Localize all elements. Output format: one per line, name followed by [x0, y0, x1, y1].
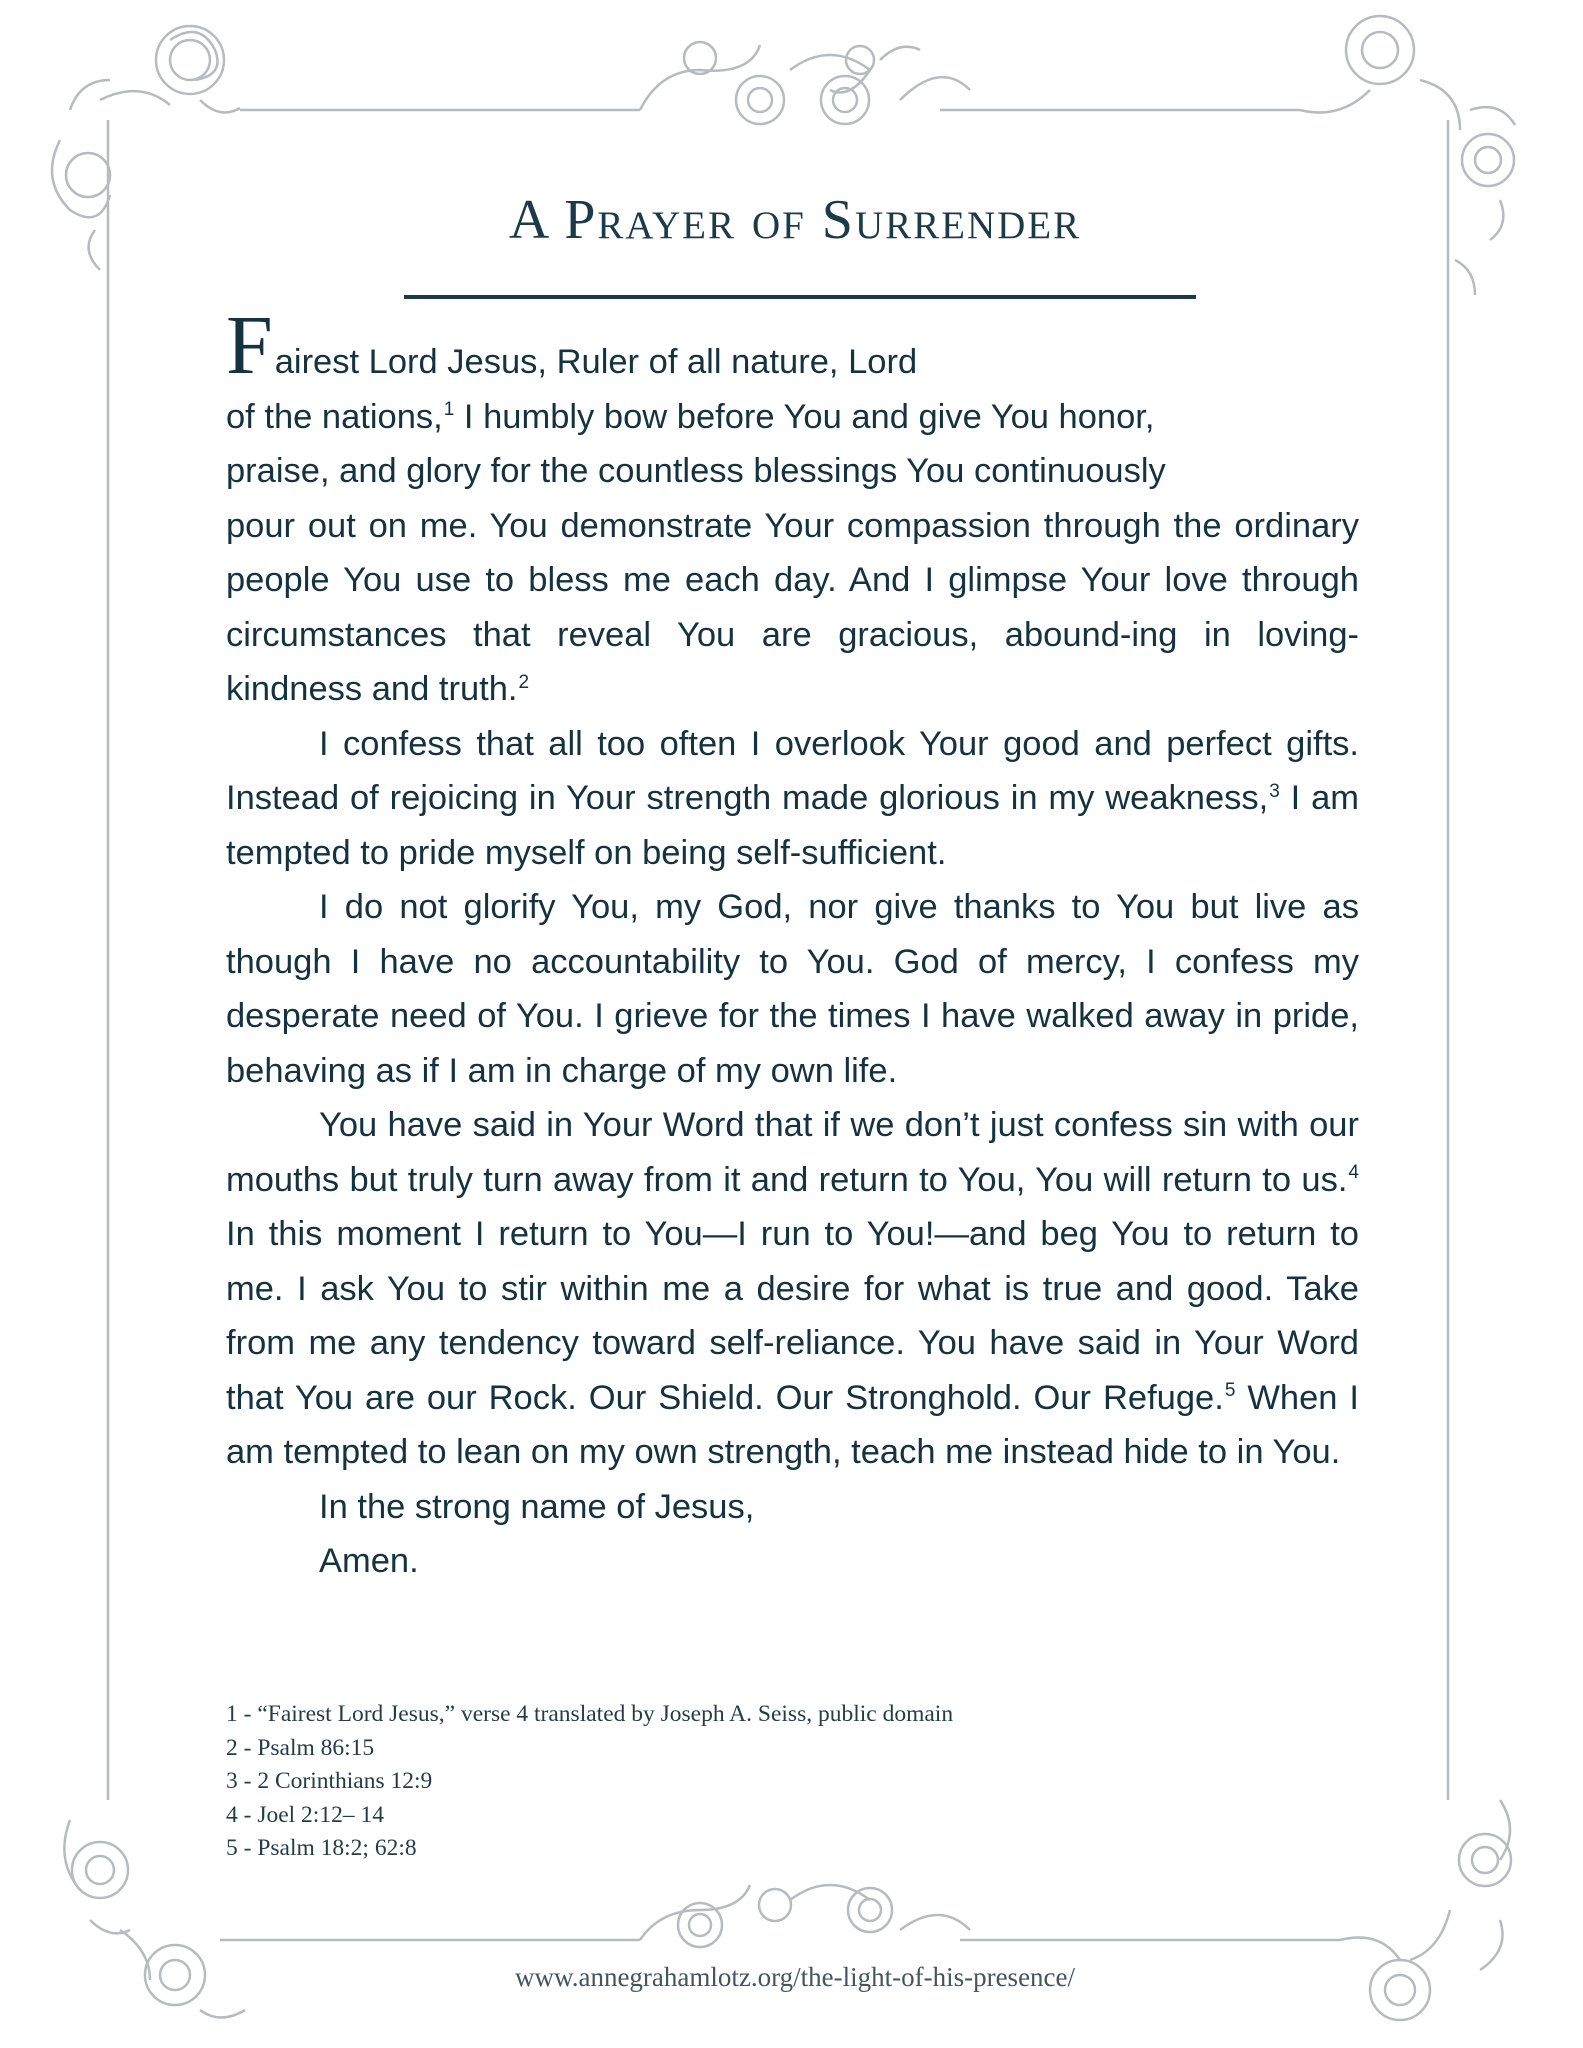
- paragraph-1-text-c: pour out on me. You demonstrate Your compassion through the ordinary people You use to bless me each day. And I glimpse Your love through circumstances that reveal You are gracious, abound-ing in loving-kindness and truth.: [226, 506, 1359, 708]
- footer-url[interactable]: www.annegrahamlotz.org/the-light-of-his-presence/: [514, 1962, 1076, 1992]
- footnote-item: 1 - “Fairest Lord Jesus,” verse 4 translated by Joseph A. Seiss, public domain: [226, 1701, 954, 1727]
- footnote-item: 3 - 2 Corinthians 12:9: [226, 1768, 433, 1794]
- paragraph-2-text-a: I confess that all too often I overlook Your good and perfect gifts. Instead of rejoicing in Your strength made glorious in my weakness,: [226, 724, 1359, 817]
- prayer-paragraph-3: I do not glorify You, my God, nor give thanks to You but live as though I have no accountability to You. God of mercy, I confess my desperate need of You. I grieve for the times I have walked away in pride, behaving as if I am in charge of my own life.: [226, 888, 1359, 1090]
- paragraph-4-text-c: When I am tempted to lean on my own strength, teach me instead hide to in You.: [226, 1378, 1359, 1471]
- footnote-ref-2: 2: [518, 671, 530, 693]
- footnote-item: 4 - Joel 2:12– 14: [226, 1801, 384, 1828]
- paragraph-4-text-a: You have said in Your Word that if we don’t just confess sin with our mouths but truly turn away from it and return to You, You will return to us.: [226, 1106, 1359, 1199]
- footnotes: [226, 1698, 1226, 1866]
- corner-flourish-bottom-right: [1340, 1800, 1511, 2020]
- prayer-body: [226, 299, 1359, 1589]
- top-center-ornament: [640, 42, 1300, 124]
- footnote-ref-1: 1: [443, 399, 455, 420]
- footnote-item: 5 - Psalm 18:2; 62:8: [226, 1835, 417, 1861]
- prayer-paragraph-1: [226, 299, 1359, 717]
- paragraph-1-text-a: of the nations,: [226, 397, 443, 436]
- paragraph-1-text-b: I humbly bow before You and give You honor,: [454, 397, 1155, 436]
- footnote-item: 2 - Psalm 86:15: [226, 1734, 375, 1761]
- paragraph-1-centered-line: praise, and glory for the countless blessings You continuously: [226, 452, 1166, 490]
- bottom-center-ornament: [640, 1885, 1340, 1947]
- footnote-ref-3: 3: [1269, 780, 1280, 802]
- page-title: A Prayer of Surrender: [508, 189, 1082, 251]
- closing-line-1: In the strong name of Jesus,: [319, 1487, 755, 1526]
- footnote-ref-4: 4: [1348, 1162, 1359, 1183]
- paragraph-2-text-b: I am tempted to pride myself on being self-sufficient.: [226, 779, 1359, 872]
- prayer-paragraph-4: [226, 1098, 1359, 1480]
- paragraph-4-text-b: In this moment I return to You—I run to You!—and beg You to return to me. I ask You to stir within me a desire for what is true and good. Take from me any tendency toward self-reliance. You have said in Your Word that You are our Rock. Our Shield. Our Stronghold. Our Refuge.: [226, 1215, 1359, 1417]
- closing-line-2: Amen.: [319, 1542, 419, 1580]
- prayer-paragraph-2: [226, 717, 1359, 881]
- drop-cap: F: [226, 299, 273, 392]
- title-underline: [404, 295, 1196, 299]
- opening-line-text: airest Lord Jesus, Ruler of all nature, Lord: [274, 343, 918, 381]
- prayer-opening-line: [226, 299, 1359, 392]
- footnote-ref-5: 5: [1224, 1380, 1236, 1401]
